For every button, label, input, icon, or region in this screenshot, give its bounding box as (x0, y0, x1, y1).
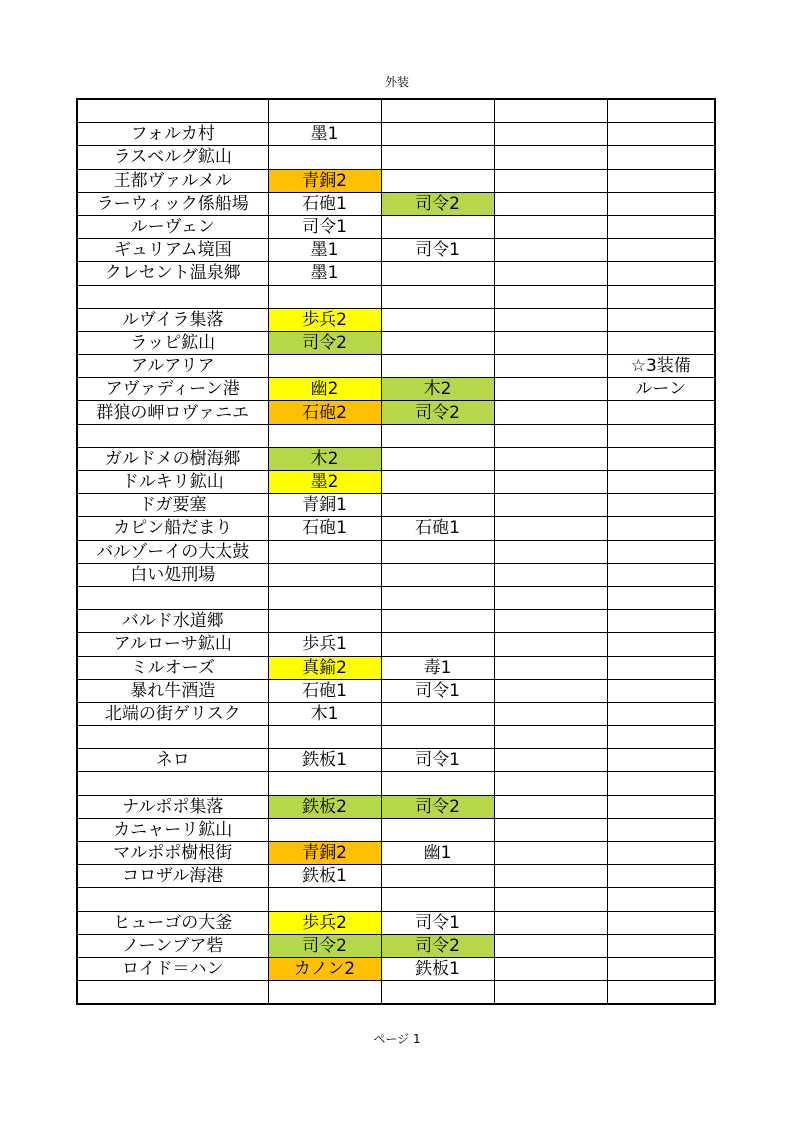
table-row (77, 818, 715, 841)
equipment-cell (268, 726, 381, 749)
equipment-cell (607, 424, 715, 447)
equipment-cell (607, 239, 715, 262)
equipment-cell (494, 818, 607, 841)
equipment-cell (607, 262, 715, 285)
equipment-cell (381, 99, 494, 123)
equipment-cell (494, 911, 607, 934)
equipment-cell (607, 331, 715, 354)
equipment-cell (607, 146, 715, 169)
equipment-cell: ルーン (607, 378, 715, 401)
equipment-cell (607, 192, 715, 215)
equipment-cell (607, 123, 715, 146)
location-name-cell: ロイド＝ハン (77, 957, 268, 980)
table-row (77, 610, 715, 633)
equipment-cell (381, 169, 494, 192)
location-name-cell: カピン船だまり (77, 517, 268, 540)
equipment-cell (381, 262, 494, 285)
equipment-cell (381, 355, 494, 378)
equipment-cell (607, 957, 715, 980)
equipment-cell (607, 656, 715, 679)
location-name-cell: ナルポポ集落 (77, 795, 268, 818)
equipment-cell: 司令2 (381, 795, 494, 818)
table-row (77, 888, 715, 911)
location-name-cell (77, 888, 268, 911)
table-row (77, 726, 715, 749)
equipment-cell: ☆3装備 (607, 355, 715, 378)
equipment-cell: 石砲1 (268, 517, 381, 540)
table-row (77, 633, 715, 656)
equipment-cell (494, 192, 607, 215)
equipment-cell (268, 888, 381, 911)
table-row (77, 169, 715, 192)
table-row (77, 981, 715, 1005)
equipment-cell (494, 169, 607, 192)
equipment-cell: 真鍮2 (268, 656, 381, 679)
equipment-cell (607, 679, 715, 702)
equipment-cell (494, 378, 607, 401)
equipment-cell: 鉄板1 (268, 749, 381, 772)
location-name-cell (77, 99, 268, 123)
equipment-cell (607, 471, 715, 494)
page-header-title: 外装 (384, 75, 409, 89)
equipment-cell: 青銅2 (268, 842, 381, 865)
equipment-cell: 歩兵2 (268, 308, 381, 331)
equipment-cell (268, 772, 381, 795)
table-row (77, 957, 715, 980)
table-row (77, 471, 715, 494)
equipment-cell (607, 494, 715, 517)
equipment-cell: 石砲1 (268, 679, 381, 702)
equipment-cell (494, 610, 607, 633)
equipment-cell (381, 494, 494, 517)
location-name-cell: バルド水道郷 (77, 610, 268, 633)
equipment-cell: 石砲2 (268, 401, 381, 424)
equipment-cell: 歩兵1 (268, 633, 381, 656)
location-name-cell: 北端の街ゲリスク (77, 702, 268, 725)
equipment-cell (607, 911, 715, 934)
equipment-cell (381, 215, 494, 238)
equipment-cell (381, 146, 494, 169)
equipment-cell: 墨1 (268, 239, 381, 262)
table-row (77, 285, 715, 308)
equipment-cell (494, 957, 607, 980)
table-row (77, 772, 715, 795)
equipment-cell (494, 633, 607, 656)
equipment-cell (607, 726, 715, 749)
equipment-cell (381, 123, 494, 146)
equipment-cell (494, 494, 607, 517)
equipment-cell (494, 447, 607, 470)
equipment-cell: 木2 (381, 378, 494, 401)
equipment-cell: 司令1 (381, 749, 494, 772)
equipment-cell (381, 633, 494, 656)
table-row (77, 401, 715, 424)
table-row (77, 911, 715, 934)
equipment-cell: 墨1 (268, 262, 381, 285)
equipment-cell (268, 610, 381, 633)
table-row (77, 447, 715, 470)
equipment-cell (607, 540, 715, 563)
equipment-cell (268, 99, 381, 123)
equipment-cell (268, 563, 381, 586)
location-name-cell (77, 285, 268, 308)
equipment-cell (494, 262, 607, 285)
table-row (77, 494, 715, 517)
table-row (77, 192, 715, 215)
equipment-cell (494, 726, 607, 749)
table-row (77, 239, 715, 262)
location-name-cell: ラスベルグ鉱山 (77, 146, 268, 169)
location-name-cell: 王都ヴァルメル (77, 169, 268, 192)
equipment-cell (381, 447, 494, 470)
table-row (77, 123, 715, 146)
equipment-cell (494, 865, 607, 888)
table-row (77, 563, 715, 586)
equipment-cell (494, 586, 607, 609)
location-name-cell: ガルドメの樹海郷 (77, 447, 268, 470)
location-name-cell: カニャーリ鉱山 (77, 818, 268, 841)
location-name-cell: アルアリア (77, 355, 268, 378)
equipment-cell (381, 981, 494, 1005)
equipment-cell (607, 401, 715, 424)
location-name-cell: ヒューゴの大釜 (77, 911, 268, 934)
equipment-cell (607, 865, 715, 888)
equipment-cell: 鉄板2 (268, 795, 381, 818)
location-name-cell: アルローサ鉱山 (77, 633, 268, 656)
equipment-cell: カノン2 (268, 957, 381, 980)
equipment-cell (494, 285, 607, 308)
equipment-cell (494, 517, 607, 540)
location-name-cell: 白い処刑場 (77, 563, 268, 586)
equipment-cell: 司令2 (268, 331, 381, 354)
equipment-cell (607, 888, 715, 911)
table-row (77, 842, 715, 865)
equipment-cell (494, 888, 607, 911)
equipment-cell (494, 401, 607, 424)
location-name-cell: ドルキリ鉱山 (77, 471, 268, 494)
equipment-cell (607, 517, 715, 540)
table-row (77, 215, 715, 238)
table-row (77, 702, 715, 725)
location-name-cell: ネロ (77, 749, 268, 772)
equipment-cell (607, 447, 715, 470)
equipment-cell (381, 726, 494, 749)
equipment-cell (494, 679, 607, 702)
equipment-cell (381, 610, 494, 633)
equipment-cell (381, 563, 494, 586)
location-name-cell: ルーヴェン (77, 215, 268, 238)
table-row (77, 540, 715, 563)
location-name-cell: ドガ要塞 (77, 494, 268, 517)
equipment-cell: 墨1 (268, 123, 381, 146)
equipment-cell (607, 842, 715, 865)
location-name-cell: バルゾーイの大太鼓 (77, 540, 268, 563)
equipment-cell (607, 702, 715, 725)
equipment-cell (381, 888, 494, 911)
equipment-cell (607, 586, 715, 609)
equipment-cell (494, 308, 607, 331)
location-name-cell: マルポポ樹根街 (77, 842, 268, 865)
equipment-cell (494, 215, 607, 238)
equipment-cell (268, 818, 381, 841)
table-row (77, 749, 715, 772)
equipment-cell: 司令1 (381, 911, 494, 934)
equipment-cell: 木2 (268, 447, 381, 470)
table-row (77, 355, 715, 378)
equipment-cell (381, 331, 494, 354)
equipment-cell (607, 285, 715, 308)
equipment-cell: 司令1 (268, 215, 381, 238)
location-name-cell (77, 981, 268, 1005)
equipment-cell: 司令1 (381, 679, 494, 702)
table-row (77, 517, 715, 540)
equipment-cell (607, 795, 715, 818)
equipment-cell (607, 308, 715, 331)
equipment-cell (268, 355, 381, 378)
equipment-cell (494, 355, 607, 378)
equipment-cell (381, 702, 494, 725)
location-name-cell: クレセント温泉郷 (77, 262, 268, 285)
equipment-cell (607, 772, 715, 795)
equipment-cell (607, 818, 715, 841)
table-row (77, 262, 715, 285)
equipment-cell (494, 842, 607, 865)
equipment-cell (268, 424, 381, 447)
table-row (77, 586, 715, 609)
equipment-cell: 司令2 (268, 934, 381, 957)
equipment-cell (268, 540, 381, 563)
equipment-cell (494, 749, 607, 772)
table-row (77, 99, 715, 123)
equipment-cell (494, 540, 607, 563)
equipment-cell (494, 772, 607, 795)
table-row (77, 795, 715, 818)
equipment-cell: 幽2 (268, 378, 381, 401)
equipment-cell (381, 772, 494, 795)
equipment-cell (607, 934, 715, 957)
table-row (77, 656, 715, 679)
equipment-cell (381, 865, 494, 888)
equipment-cell: 歩兵2 (268, 911, 381, 934)
equipment-cell (494, 795, 607, 818)
location-name-cell: 群狼の岬ロヴァニエ (77, 401, 268, 424)
equipment-cell (268, 981, 381, 1005)
equipment-cell (494, 123, 607, 146)
equipment-cell (381, 471, 494, 494)
equipment-cell (607, 169, 715, 192)
location-name-cell (77, 772, 268, 795)
equipment-cell (381, 818, 494, 841)
table-row (77, 378, 715, 401)
equipment-cell: 毒1 (381, 656, 494, 679)
equipment-cell (607, 610, 715, 633)
equipment-cell: 木1 (268, 702, 381, 725)
equipment-cell: 司令2 (381, 934, 494, 957)
table-row (77, 331, 715, 354)
table-body (77, 99, 715, 1004)
equipment-cell: 鉄板1 (268, 865, 381, 888)
equipment-cell (494, 702, 607, 725)
table-row (77, 146, 715, 169)
equipment-cell: 司令1 (381, 239, 494, 262)
equipment-cell (494, 981, 607, 1005)
equipment-cell (381, 586, 494, 609)
equipment-cell (494, 146, 607, 169)
location-name-cell: 暴れ牛酒造 (77, 679, 268, 702)
equipment-cell (381, 285, 494, 308)
equipment-cell (607, 749, 715, 772)
equipment-cell (607, 215, 715, 238)
table-row (77, 934, 715, 957)
equipment-cell: 司令2 (381, 401, 494, 424)
equipment-cell (607, 981, 715, 1005)
location-name-cell (77, 726, 268, 749)
table-row (77, 308, 715, 331)
equipment-cell (494, 656, 607, 679)
equipment-cell (494, 471, 607, 494)
equipment-cell (607, 563, 715, 586)
equipment-cell (268, 146, 381, 169)
location-name-cell: ミルオーズ (77, 656, 268, 679)
location-name-cell: ラーウィック係船場 (77, 192, 268, 215)
location-name-cell: ラッピ鉱山 (77, 331, 268, 354)
location-name-cell: ノーンブア砦 (77, 934, 268, 957)
equipment-cell (607, 633, 715, 656)
location-name-cell: ギュリアム境国 (77, 239, 268, 262)
equipment-cell (607, 99, 715, 123)
location-name-cell: ルヴイラ集落 (77, 308, 268, 331)
page-number: ページ 1 (373, 1032, 421, 1046)
location-name-cell (77, 424, 268, 447)
table-row (77, 424, 715, 447)
equipment-cell: 青銅1 (268, 494, 381, 517)
location-name-cell: フォルカ村 (77, 123, 268, 146)
equipment-cell (494, 424, 607, 447)
table-row (77, 679, 715, 702)
equipment-cell: 石砲1 (381, 517, 494, 540)
equipment-location-table (76, 98, 716, 1005)
location-name-cell (77, 586, 268, 609)
equipment-cell (494, 239, 607, 262)
equipment-cell: 鉄板1 (381, 957, 494, 980)
equipment-cell (381, 540, 494, 563)
equipment-cell: 墨2 (268, 471, 381, 494)
equipment-cell (494, 934, 607, 957)
equipment-cell (268, 285, 381, 308)
equipment-cell (381, 308, 494, 331)
location-name-cell: コロザル海港 (77, 865, 268, 888)
equipment-cell (494, 563, 607, 586)
equipment-cell (494, 331, 607, 354)
equipment-cell: 幽1 (381, 842, 494, 865)
table-row (77, 865, 715, 888)
equipment-cell (268, 586, 381, 609)
equipment-cell (494, 99, 607, 123)
equipment-cell: 石砲1 (268, 192, 381, 215)
location-name-cell: アヴァディーン港 (77, 378, 268, 401)
equipment-cell: 青銅2 (268, 169, 381, 192)
equipment-cell (381, 424, 494, 447)
equipment-cell: 司令2 (381, 192, 494, 215)
